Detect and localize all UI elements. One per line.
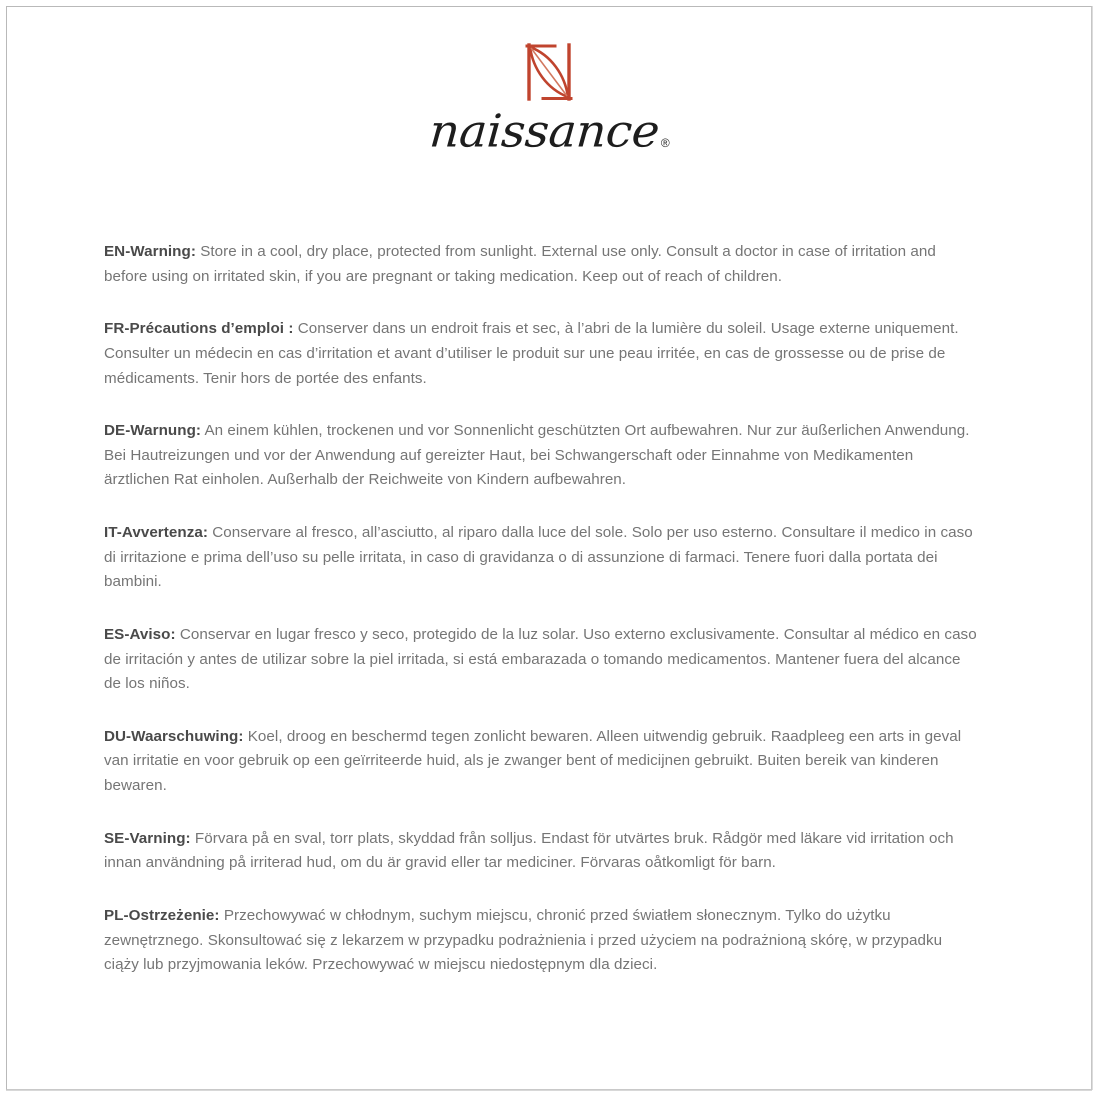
warning-block-du — [104, 725, 981, 799]
warning-body-du: Koel, droog en beschermd tegen zonlicht bewaren. Alleen uitwendig gebruik. Raadpleeg een arts in geval van irritatie en voor gebruik op een geïrriteerde huid, als je zwanger bent of medicijnen gebruikt. Buiten bereik van kinderen bewaren. — [104, 727, 962, 794]
naissance-leaf-n-logo-icon — [521, 41, 577, 103]
warning-body-it: Conservare al fresco, all’asciutto, al riparo dalla luce del sole. Solo per uso esterno. Consultare il medico in caso di irritazione e prima dell’uso su pelle irritata, in caso di gravidanza o di assunzione di farmaci. Tenere fuori dalla portata dei bambini. — [104, 524, 973, 591]
warning-body-es: Conservar en lugar fresco y seco, protegido de la luz solar. Uso externo exclusivamente. Consultar al médico en caso de irritación y antes de utilizar sobre la piel irritada, si está embarazada o tomando medicamentos. Mantener fuera del alcance de los niños. — [104, 625, 977, 693]
label-frame — [6, 6, 1092, 1090]
warning-label-pl: PL-Ostrzeżenie: — [104, 906, 220, 924]
registered-trademark-icon: ® — [660, 136, 670, 150]
warning-body-en: Store in a cool, dry place, protected from sunlight. External use only. Consult a doctor in case of irritation and before using on irritated skin, if you are pregnant or taking medication. Keep out of reach of children. — [104, 243, 936, 285]
brand-header — [7, 7, 1091, 158]
warning-block-fr — [104, 317, 981, 391]
warning-label-se: SE-Varning: — [104, 829, 191, 847]
warning-body-de: An einem kühlen, trockenen und vor Sonnenlicht geschützten Ort aufbewahren. Nur zur äußerlichen Anwendung. Bei Hautreizungen und vor der Anwendung auf gereizter Haut, bei Schwangerschaft oder Einnahme von Medikamenten ärztlichen Rat einholen. Außerhalb der Reichweite von Kindern aufbewahren. — [104, 422, 970, 489]
warning-body-pl: Przechowywać w chłodnym, suchym miejscu, chronić przed światłem słonecznym. Tylko do użytku zewnętrznego. Skonsultować się z lekarzem w przypadku podrażnienia i przed użyciem na podrażnioną skórę, w przypadku ciąży lub przyjmowania leków. Przechowywać w miejscu niedostępnym dla dzieci. — [104, 906, 943, 974]
warning-block-en — [104, 240, 981, 289]
warning-block-it — [104, 521, 981, 595]
warning-body-fr: Conserver dans un endroit frais et sec, à l’abri de la lumière du soleil. Usage externe uniquement. Consulter un médecin en cas d’irritation et avant d’utiliser le produit sur une peau irritée, en cas de grossesse ou de prise de médicaments. Tenir hors de portée des enfants. — [104, 320, 959, 387]
warning-block-de — [104, 419, 981, 493]
warning-label-it: IT-Avvertenza: — [104, 524, 208, 541]
warning-label-de: DE-Warnung: — [104, 422, 201, 440]
warning-label-fr: FR-Précautions d’emploi : — [104, 320, 294, 338]
brand-name: naissance — [428, 105, 662, 158]
brand-wordmark — [428, 105, 670, 158]
warning-block-se — [104, 827, 981, 876]
warning-label-en: EN-Warning: — [104, 243, 196, 260]
warning-block-pl — [104, 904, 981, 978]
warning-label-es: ES-Aviso: — [104, 625, 176, 643]
warning-label-du: DU-Waarschuwing: — [104, 727, 244, 745]
multilingual-warnings-list — [7, 154, 1091, 978]
warning-block-es — [104, 623, 981, 697]
warning-body-se: Förvara på en sval, torr plats, skyddad från solljus. Endast för utvärtes bruk. Rådgör med läkare vid irritation och innan användning på irriterad hud, om du är gravid eller tar mediciner. Förvaras oåtkomligt för barn. — [104, 829, 954, 872]
